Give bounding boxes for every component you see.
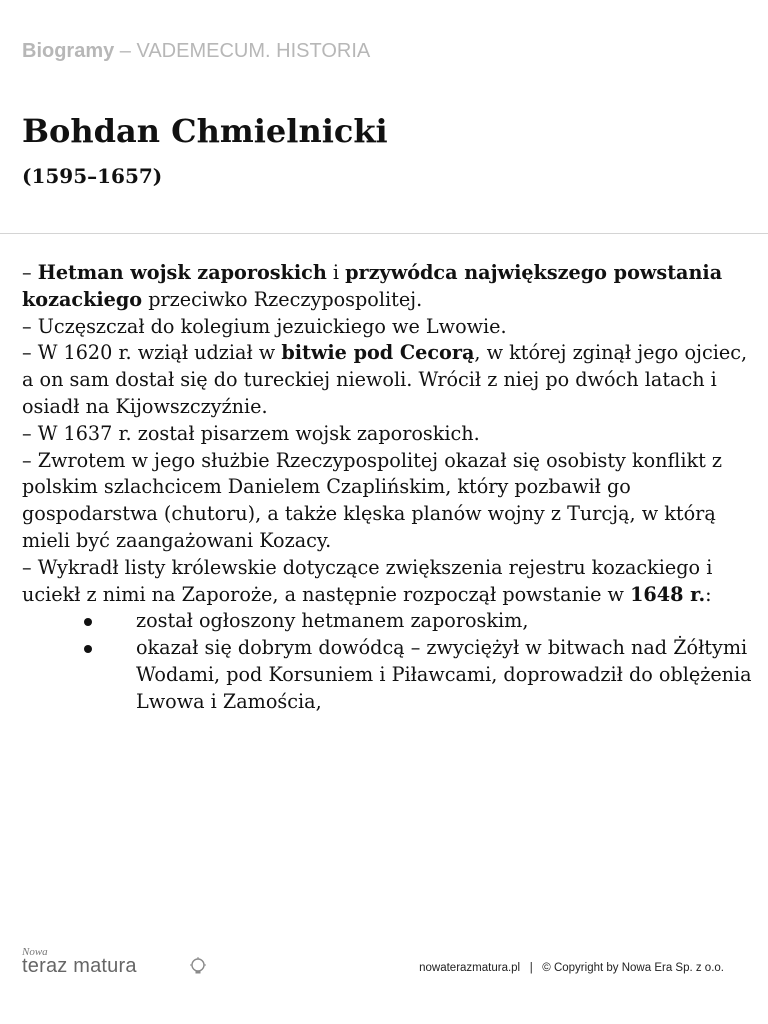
text: –: [22, 261, 38, 284]
text: – Wykradł listy królewskie dotyczące zwiększenia rejestru kozackiego i uciekł z nimi na Zaporoże, a następnie rozpoczął powstanie w: [22, 555, 713, 606]
bullet-list: [22, 608, 752, 715]
list-item-text: został ogłoszony hetmanem zaporoskim,: [136, 609, 529, 633]
bold-text: 1648 r.: [630, 582, 706, 606]
bullet-icon: [84, 645, 92, 653]
text: i: [326, 261, 346, 284]
logo-small-text: Nowa: [22, 946, 48, 958]
series-header: [22, 40, 370, 63]
bold-text: bitwie pod Cecorą: [281, 341, 475, 365]
paragraph-1: [22, 260, 752, 314]
biography-body: [22, 260, 752, 716]
text: , w której zginął jego ojciec, a on sam dostał się do tureckiej niewoli. Wrócił z niej po dwóch latach i osiadł na Kijowszczyźnie.: [22, 341, 748, 418]
paragraph-4: – W 1637 r. został pisarzem wojsk zaporoskich.: [22, 421, 480, 445]
list-item: [22, 608, 752, 635]
bullet-icon: [84, 618, 92, 626]
text: :: [705, 582, 712, 606]
text: przeciwko Rzeczypospolitej.: [142, 287, 423, 311]
paragraph-6: [22, 555, 752, 609]
publisher-logo: [22, 946, 222, 978]
site-link[interactable]: nowaterazmatura.pl: [419, 962, 521, 974]
lightbulb-icon: [188, 956, 208, 976]
bold-text: Hetman wojsk zaporoskich: [37, 261, 327, 284]
series-subtitle: – VADEMECUM. HISTORIA: [114, 40, 371, 62]
logo-main-text: teraz matura: [22, 955, 137, 977]
paragraph-2: – Uczęszczał do kolegium jezuickiego we Lwowie.: [22, 314, 507, 338]
paragraph-5: – Zwrotem w jego służbie Rzeczypospolitej okazał się osobisty konflikt z polskim szlachcicem Danielem Czaplińskim, który pozbawił go gospodarstwa (chutoru), a także klęska planów wojny z Turcją, w którą mieli być zaangażowani Kozacy.: [22, 448, 723, 552]
paragraph-3: [22, 340, 752, 420]
page-title: Bohdan Chmielnicki: [22, 112, 388, 150]
separator: |: [529, 962, 533, 974]
series-brand: Biogramy: [22, 40, 115, 62]
footer-copyright: [419, 962, 724, 974]
text: – W 1620 r. wziął udział w: [22, 341, 282, 365]
life-dates: (1595–1657): [22, 164, 163, 188]
list-item-text: okazał się dobrym dowódcą – zwyciężył w bitwach nad Żółtymi Wodami, pod Korsuniem i Piławcami, doprowadził do oblężenia Lwowa i Zamościa,: [136, 636, 752, 713]
divider: [0, 233, 768, 234]
bold-text: przywódca największego powstania kozackiego: [22, 261, 723, 311]
copyright-text: © Copyright by Nowa Era Sp. z o.o.: [542, 962, 724, 974]
list-item: [22, 635, 752, 715]
